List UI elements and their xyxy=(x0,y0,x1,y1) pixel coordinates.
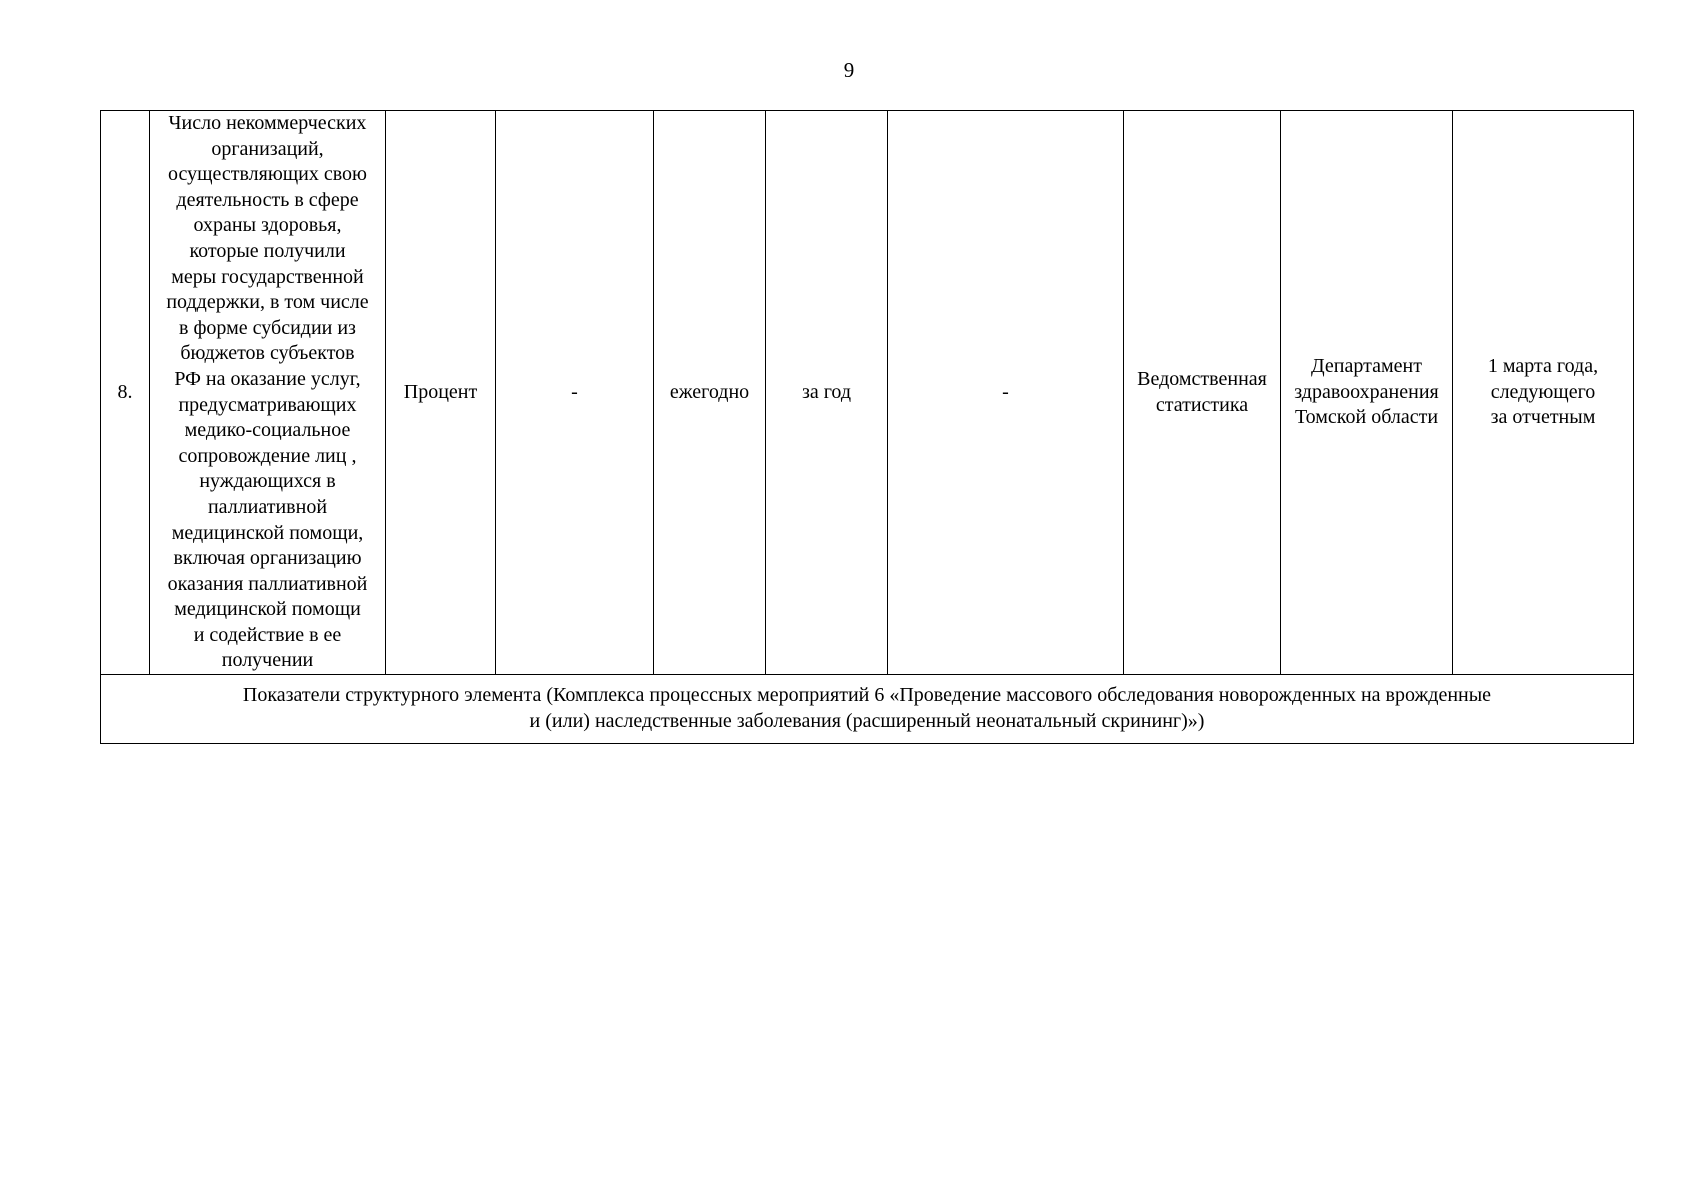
periodicity-cell: ежегодно xyxy=(654,111,766,675)
indicator-name: Число некоммерческих организаций, осуществляющих свою деятельность в сфере охраны здоровья, которые получили меры государственной поддержки, в том числе в форме субсидии из бюджетов субъектов РФ на оказание услуг, предусматривающих медико-социальное сопровождение лиц , нуждающихся в паллиативной медицинской помощи, включая организацию оказания паллиативной медицинской помощи и содействие в ее получении xyxy=(150,111,386,675)
page-number: 9 xyxy=(843,58,855,82)
period-cell: за год xyxy=(766,111,888,675)
row-index: 8. xyxy=(101,111,150,675)
source-cell: Ведомственная статистика xyxy=(1124,111,1281,675)
responsible-cell: Департамент здравоохранения Томской области xyxy=(1281,111,1453,675)
value-cell-1: - xyxy=(496,111,654,675)
section-header-row xyxy=(101,675,1634,744)
indicators-table xyxy=(100,110,1634,744)
table-row xyxy=(101,111,1634,675)
deadline-cell: 1 марта года, следующего за отчетным xyxy=(1453,111,1634,675)
unit-cell: Процент xyxy=(386,111,496,675)
section-header: Показатели структурного элемента (Комплекса процессных мероприятий 6 «Проведение массового обследования новорожденных на врожденные и (или) наследственные заболевания (расширенный неонатальный скрининг)») xyxy=(101,675,1634,744)
value-cell-2: - xyxy=(888,111,1124,675)
